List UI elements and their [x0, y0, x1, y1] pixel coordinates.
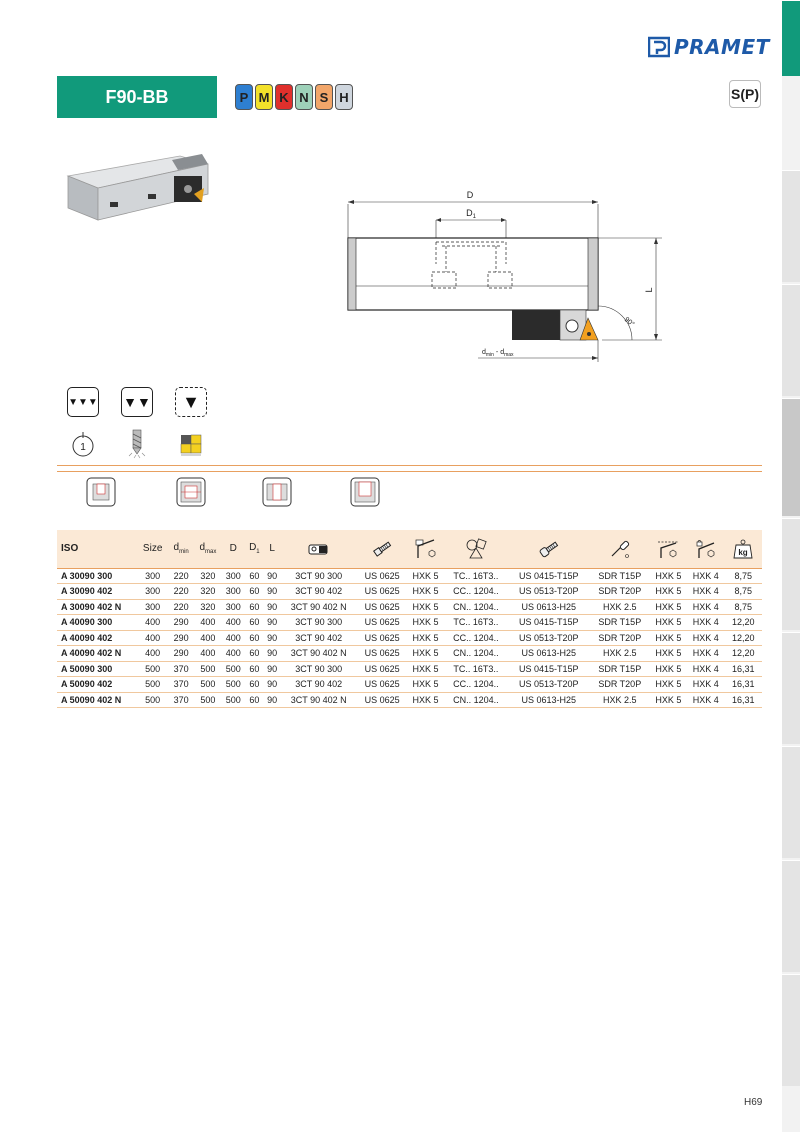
table-cell: 3CT 90 402 N	[290, 601, 347, 612]
table-cell: 300	[145, 570, 161, 581]
table-cell: 90	[267, 601, 278, 612]
table-row	[57, 692, 762, 708]
order-code: A 30090 300	[61, 570, 113, 581]
insert-position-icon	[178, 431, 204, 457]
table-cell: 60	[249, 648, 260, 659]
table-cell: HXK 2.5	[603, 694, 637, 705]
table-cell: TC.. 16T3..	[453, 570, 499, 581]
table-cell: 16,31	[731, 663, 755, 674]
table-cell: 3CT 90 402 N	[290, 648, 347, 659]
section-tab-current[interactable]	[782, 398, 800, 516]
table-cell: 320	[200, 601, 216, 612]
brand-name: PRAMET	[674, 35, 770, 59]
table-cell: 300	[225, 570, 241, 581]
table-cell: SDR T15P	[598, 617, 642, 628]
screwdriver-icon	[608, 538, 632, 560]
roughing-cell	[165, 382, 217, 422]
wrench-icon	[414, 538, 438, 560]
section-tab[interactable]	[782, 974, 800, 1086]
table-cell: 90	[267, 617, 278, 628]
order-code: A 40090 402	[61, 632, 113, 643]
table-cell: 12,20	[731, 632, 755, 643]
table-cell: 290	[173, 617, 189, 628]
table-cell: 3CT 90 402	[295, 632, 343, 643]
col-size: Size	[142, 543, 163, 555]
table-cell: HXK 5	[655, 601, 682, 612]
table-cell: 90	[267, 648, 278, 659]
roughing-icon: ▼	[175, 387, 207, 417]
table-cell: 90	[267, 586, 278, 597]
table-cell: 320	[200, 586, 216, 597]
insert-position-cell	[165, 424, 217, 464]
drill-cell	[111, 424, 163, 464]
table-cell: US 0625	[364, 586, 400, 597]
order-code: A 50090 300	[61, 663, 113, 674]
col-dmax: $d_{max}$	[199, 542, 217, 556]
table-row	[57, 615, 762, 631]
table-cell: 60	[249, 679, 260, 690]
table-cell: HXK 4	[692, 679, 719, 690]
clamp-screw-icon	[537, 538, 561, 560]
divider	[57, 465, 762, 466]
svg-text:D1	[466, 208, 477, 220]
iso-group-tag: S	[315, 84, 333, 110]
section-tab[interactable]	[782, 746, 800, 858]
table-cell: TC.. 16T3..	[453, 617, 499, 628]
table-cell: HXK 4	[692, 632, 719, 643]
product-table	[57, 530, 762, 708]
col-cartridge	[280, 530, 357, 568]
section-tab[interactable]	[782, 860, 800, 972]
col-lock-key	[687, 530, 724, 568]
clamp-variant-2-icon[interactable]	[175, 476, 207, 508]
table-cell: HXK 5	[655, 694, 682, 705]
table-cell: 400	[200, 648, 216, 659]
iso-group-tag: N	[295, 84, 313, 110]
section-tab[interactable]	[782, 284, 800, 396]
table-cell: US 0625	[364, 694, 400, 705]
table-cell: 290	[173, 648, 189, 659]
table-row	[57, 584, 762, 600]
table-cell: HXK 5	[412, 617, 439, 628]
table-cell: 3CT 90 402	[295, 586, 343, 597]
table-cell: 370	[173, 694, 189, 705]
table-cell: 3CT 90 300	[295, 663, 343, 674]
table-cell: 8,75	[734, 570, 753, 581]
table-cell: 60	[249, 601, 260, 612]
table-cell: HXK 5	[412, 679, 439, 690]
table-cell: HXK 5	[655, 570, 682, 581]
table-cell: 90	[267, 632, 278, 643]
table-cell: HXK 5	[412, 648, 439, 659]
table-body	[57, 568, 762, 708]
table-cell: 400	[200, 617, 216, 628]
table-cell: HXK 4	[692, 648, 719, 659]
table-cell: HXK 5	[412, 663, 439, 674]
insert-shape-code: S(P)	[729, 80, 761, 108]
col-D1: $D_1$	[249, 542, 260, 556]
product-photo	[62, 146, 212, 230]
col-dmin: $d_{min}$	[173, 542, 189, 556]
table-cell: 400	[225, 632, 241, 643]
table-cell: 220	[173, 586, 189, 597]
table-cell: 300	[225, 601, 241, 612]
dim-D-label: D	[466, 190, 474, 200]
table-cell: US 0513-T20P	[518, 679, 579, 690]
table-cell: SDR T20P	[598, 632, 642, 643]
table-cell: HXK 5	[655, 617, 682, 628]
table-cell: CN.. 1204..	[453, 694, 499, 705]
table-cell: 300	[145, 586, 161, 597]
table-cell: 370	[173, 679, 189, 690]
table-cell: 90	[267, 679, 278, 690]
table-cell: 60	[249, 632, 260, 643]
col-screwdriver	[590, 530, 650, 568]
table-cell: US 0513-T20P	[518, 632, 579, 643]
table-cell: SDR T15P	[598, 663, 642, 674]
insert-icon	[464, 538, 488, 560]
key-icon	[656, 538, 680, 560]
table-cell: HXK 4	[692, 586, 719, 597]
iso-group-tag: K	[275, 84, 293, 110]
order-code: A 40090 402 N	[61, 648, 122, 659]
finishing-cell	[57, 382, 109, 422]
table-row	[57, 630, 762, 646]
table-cell: US 0625	[364, 648, 400, 659]
dim-angle-label: 90°	[622, 316, 636, 329]
table-cell: US 0613-H25	[521, 694, 577, 705]
edge-count-cell	[57, 424, 109, 464]
table-cell: HXK 5	[655, 679, 682, 690]
col-wrench	[407, 530, 444, 568]
table-cell: SDR T15P	[598, 570, 642, 581]
table-cell: US 0625	[364, 617, 400, 628]
table-cell: 290	[173, 632, 189, 643]
table-cell: HXK 4	[692, 663, 719, 674]
table-cell: 400	[145, 617, 161, 628]
order-code: A 30090 402	[61, 586, 113, 597]
technical-drawing	[340, 186, 670, 366]
table-row	[57, 599, 762, 615]
table-cell: 400	[145, 648, 161, 659]
section-tab-strip	[782, 0, 800, 1132]
pramet-logo-mark-icon	[648, 36, 670, 58]
table-cell: TC.. 16T3..	[453, 663, 499, 674]
table-cell: HXK 5	[655, 663, 682, 674]
table-cell: HXK 4	[692, 601, 719, 612]
dim-D1-label: D	[466, 208, 473, 218]
table-cell: HXK 5	[412, 570, 439, 581]
table-cell: 400	[225, 617, 241, 628]
iso-group-tag: P	[235, 84, 253, 110]
medium-cell	[111, 382, 163, 422]
page-title	[57, 76, 217, 118]
table-cell: 16,31	[731, 679, 755, 690]
iso-group-tag: M	[255, 84, 273, 110]
iso-material-groups	[235, 84, 353, 110]
table-cell: HXK 5	[655, 586, 682, 597]
table-cell: 400	[225, 648, 241, 659]
table-cell: HXK 5	[412, 632, 439, 643]
col-D: D	[229, 543, 237, 555]
dim-range-label: $d_{min} - d_{max}$	[482, 349, 514, 358]
table-cell: US 0625	[364, 663, 400, 674]
table-cell: SDR T20P	[598, 679, 642, 690]
order-code: A 30090 402 N	[61, 601, 122, 612]
table-cell: US 0625	[364, 632, 400, 643]
table-cell: 500	[200, 679, 216, 690]
table-cell: HXK 5	[655, 648, 682, 659]
table-cell: 300	[225, 586, 241, 597]
table-cell: 220	[173, 601, 189, 612]
medium-machining-icon: ▼▼	[121, 387, 153, 417]
table-cell: 220	[173, 570, 189, 581]
pramet-logo	[648, 36, 770, 58]
table-cell: 16,31	[731, 694, 755, 705]
table-cell: CC.. 1204..	[453, 632, 499, 643]
section-tab-active[interactable]	[782, 0, 800, 76]
table-row	[57, 568, 762, 584]
table-cell: 500	[145, 694, 161, 705]
section-tab[interactable]	[782, 632, 800, 744]
table-cell: CN.. 1204..	[453, 601, 499, 612]
table-cell: US 0415-T15P	[518, 617, 579, 628]
table-cell: US 0415-T15P	[518, 663, 579, 674]
table-cell: 8,75	[734, 601, 753, 612]
order-code: A 50090 402	[61, 679, 113, 690]
clamp-variant-1-icon[interactable]	[85, 476, 117, 508]
table-cell: SDR T20P	[598, 586, 642, 597]
table-cell: 90	[267, 694, 278, 705]
order-code: A 50090 402 N	[61, 694, 122, 705]
lock-key-icon	[694, 538, 718, 560]
table-cell: HXK 5	[412, 694, 439, 705]
table-cell: 3CT 90 300	[295, 617, 343, 628]
table-cell: 500	[145, 663, 161, 674]
single-edge-icon	[70, 429, 96, 459]
table-cell: 12,20	[731, 648, 755, 659]
table-row	[57, 661, 762, 677]
col-weight	[725, 530, 763, 568]
section-tab[interactable]	[782, 518, 800, 630]
table-cell: US 0613-H25	[521, 601, 577, 612]
table-cell: 3CT 90 300	[295, 570, 343, 581]
order-code: A 40090 300	[61, 617, 113, 628]
table-cell: 60	[249, 617, 260, 628]
table-cell: HXK 4	[692, 617, 719, 628]
col-key	[650, 530, 687, 568]
col-screw	[357, 530, 406, 568]
table-cell: 3CT 90 402	[295, 679, 343, 690]
screw-icon	[370, 538, 394, 560]
table-cell: HXK 2.5	[603, 648, 637, 659]
table-row	[57, 646, 762, 662]
table-cell: 3CT 90 402 N	[290, 694, 347, 705]
iso-group-tag: H	[335, 84, 353, 110]
table-cell: 60	[249, 586, 260, 597]
table-cell: HXK 4	[692, 570, 719, 581]
page-number: H69	[744, 1097, 763, 1108]
weight-icon	[731, 538, 755, 560]
table-cell: 500	[225, 694, 241, 705]
table-cell: 8,75	[734, 586, 753, 597]
dim-L-label: L	[644, 287, 654, 293]
table-cell: US 0625	[364, 601, 400, 612]
operation-symbols	[57, 380, 217, 466]
section-tab[interactable]	[782, 170, 800, 282]
drill-icon	[124, 428, 150, 460]
title-text: F90-BB	[105, 86, 169, 107]
table-cell: 400	[200, 632, 216, 643]
table-cell: 500	[145, 679, 161, 690]
table-cell: US 0625	[364, 679, 400, 690]
table-cell: 400	[145, 632, 161, 643]
table-header-row	[57, 530, 762, 568]
table-cell: HXK 5	[412, 586, 439, 597]
table-cell: 60	[249, 570, 260, 581]
clamp-variant-3-icon[interactable]	[261, 476, 293, 508]
table-cell: 500	[225, 679, 241, 690]
table-cell: US 0625	[364, 570, 400, 581]
cartridge-icon	[307, 538, 331, 560]
table-cell: 60	[249, 663, 260, 674]
table-cell: US 0415-T15P	[518, 570, 579, 581]
weight-unit: kg	[738, 547, 748, 557]
col-clamp-screw	[508, 530, 590, 568]
table-cell: 500	[225, 663, 241, 674]
dim-D1-sub: 1	[472, 214, 476, 220]
col-insert	[444, 530, 507, 568]
table-cell: CN.. 1204..	[453, 648, 499, 659]
table-cell: HXK 2.5	[603, 601, 637, 612]
table-cell: HXK 4	[692, 694, 719, 705]
table-cell: 90	[267, 663, 278, 674]
table-cell: 300	[145, 601, 161, 612]
table-cell: 90	[267, 570, 278, 581]
table-cell: HXK 5	[412, 601, 439, 612]
table-cell: 500	[200, 663, 216, 674]
col-iso: ISO	[61, 543, 79, 555]
table-cell: CC.. 1204..	[453, 586, 499, 597]
clamping-variants	[57, 472, 762, 512]
table-cell: US 0513-T20P	[518, 586, 579, 597]
svg-text:1: 1	[80, 442, 86, 453]
col-L: L	[269, 543, 275, 555]
table-cell: 370	[173, 663, 189, 674]
finishing-icon: ▼▼▼	[67, 387, 99, 417]
table-cell: 500	[200, 694, 216, 705]
table-cell: 320	[200, 570, 216, 581]
table-cell: 60	[249, 694, 260, 705]
table-cell: HXK 5	[655, 632, 682, 643]
table-cell: CC.. 1204..	[453, 679, 499, 690]
table-cell: 12,20	[731, 617, 755, 628]
table-row	[57, 677, 762, 693]
clamp-variant-4-icon[interactable]	[349, 476, 381, 508]
table-cell: US 0613-H25	[521, 648, 577, 659]
